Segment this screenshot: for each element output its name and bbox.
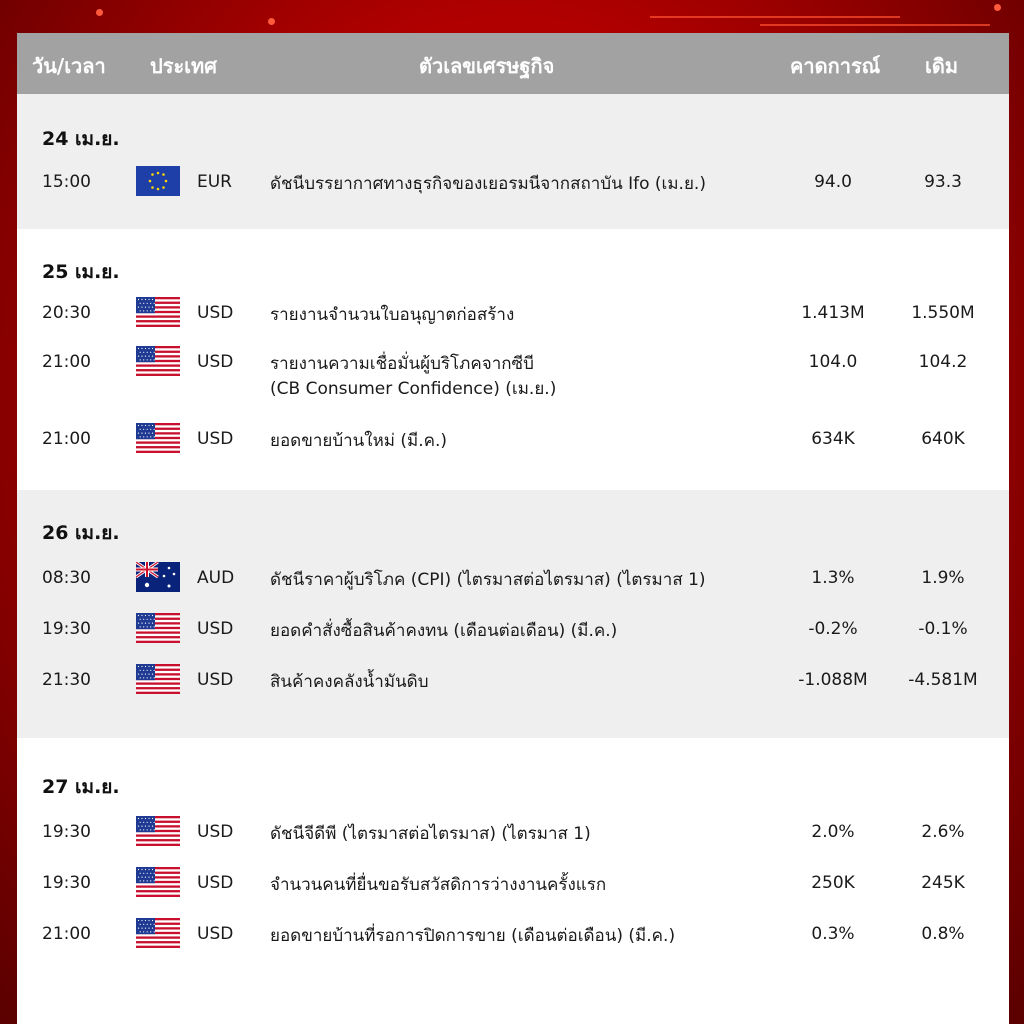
us-flag-icon — [136, 423, 180, 453]
row-currency: USD — [197, 873, 234, 893]
row-currency: USD — [197, 822, 234, 842]
row-time: 21:00 — [42, 924, 91, 944]
row-indicator: ยอดขายบ้านใหม่ (มี.ค.) — [270, 431, 448, 451]
row-time: 08:30 — [42, 568, 91, 588]
row-currency: AUD — [197, 568, 235, 588]
table-row — [17, 873, 1009, 923]
decorative-dot — [268, 18, 275, 25]
us-flag-icon — [136, 297, 180, 327]
table-row — [17, 429, 1009, 479]
row-time: 20:30 — [42, 303, 91, 323]
us-flag-icon — [136, 918, 180, 948]
column-header-previous: เดิม — [925, 54, 959, 78]
section-date: 25 เม.ย. — [42, 261, 120, 283]
row-indicator: สินค้าคงคลังน้ำมันดิบ — [270, 672, 429, 692]
column-header-country: ประเทศ — [150, 54, 217, 78]
date-section — [17, 94, 1009, 229]
row-forecast: 2.0% — [811, 822, 855, 842]
column-header-date-time: วัน/เวลา — [32, 54, 106, 78]
table-row — [17, 822, 1009, 872]
us-flag-icon — [136, 664, 180, 694]
table-row — [17, 568, 1009, 618]
row-forecast: 1.3% — [811, 568, 855, 588]
column-header-indicator: ตัวเลขเศรษฐกิจ — [419, 54, 555, 78]
row-currency: USD — [197, 352, 234, 372]
table-row — [17, 619, 1009, 669]
row-currency: USD — [197, 924, 234, 944]
row-previous: 2.6% — [921, 822, 965, 842]
row-forecast: 634K — [811, 429, 855, 449]
row-indicator: ยอดขายบ้านที่รอการปิดการขาย (เดือนต่อเดือน) (มี.ค.) — [270, 926, 676, 946]
row-currency: USD — [197, 429, 234, 449]
decorative-dot — [96, 9, 103, 16]
row-previous: 0.8% — [921, 924, 965, 944]
section-date: 26 เม.ย. — [42, 522, 120, 544]
table-header — [17, 33, 1009, 94]
row-previous: 93.3 — [924, 172, 962, 192]
row-forecast: 1.413M — [801, 303, 865, 323]
us-flag-icon — [136, 346, 180, 376]
row-previous: -4.581M — [908, 670, 978, 690]
date-section — [17, 490, 1009, 738]
row-time: 21:30 — [42, 670, 91, 690]
economic-calendar-table — [17, 33, 1009, 1024]
section-date: 24 เม.ย. — [42, 128, 120, 150]
row-time: 19:30 — [42, 619, 91, 639]
us-flag-icon — [136, 816, 180, 846]
row-time: 19:30 — [42, 873, 91, 893]
table-row — [17, 352, 1009, 402]
us-flag-icon — [136, 613, 180, 643]
decorative-dot — [994, 4, 1001, 11]
row-indicator: จำนวนคนที่ยื่นขอรับสวัสดิการว่างงานครั้งแรก — [270, 875, 607, 895]
date-section — [17, 738, 1009, 1024]
row-indicator: ดัชนีจีดีพี (ไตรมาสต่อไตรมาส) (ไตรมาส 1) — [270, 824, 591, 844]
decorative-line — [650, 16, 900, 18]
section-date: 27 เม.ย. — [42, 776, 120, 798]
row-forecast: 0.3% — [811, 924, 855, 944]
row-indicator: ดัชนีบรรยากาศทางธุรกิจของเยอรมนีจากสถาบัน Ifo (เม.ย.) — [270, 174, 706, 194]
row-indicator: ดัชนีราคาผู้บริโภค (CPI) (ไตรมาสต่อไตรมาส) (ไตรมาส 1) — [270, 570, 706, 590]
row-previous: -0.1% — [918, 619, 968, 639]
row-forecast: 250K — [811, 873, 855, 893]
row-forecast: 104.0 — [808, 352, 858, 372]
row-indicator-line-1: รายงานความเชื่อมั่นผู้บริโภคจากซีบี — [270, 354, 534, 374]
row-currency: EUR — [197, 172, 232, 192]
row-previous: 640K — [921, 429, 965, 449]
table-row — [17, 172, 1009, 222]
column-header-forecast: คาดการณ์ — [790, 54, 881, 78]
table-row — [17, 924, 1009, 974]
row-previous: 1.9% — [921, 568, 965, 588]
eu-flag-icon — [136, 166, 180, 196]
row-indicator: รายงานจำนวนใบอนุญาตก่อสร้าง — [270, 305, 515, 325]
row-indicator-line-2: (CB Consumer Confidence) (เม.ย.) — [270, 379, 557, 399]
row-time: 21:00 — [42, 429, 91, 449]
table-row — [17, 670, 1009, 720]
row-indicator — [270, 352, 556, 402]
row-currency: USD — [197, 303, 234, 323]
row-previous: 104.2 — [918, 352, 968, 372]
date-section — [17, 229, 1009, 490]
row-forecast: -0.2% — [808, 619, 858, 639]
row-previous: 1.550M — [911, 303, 975, 323]
row-indicator: ยอดคำสั่งซื้อสินค้าคงทน (เดือนต่อเดือน) (มี.ค.) — [270, 621, 618, 641]
row-previous: 245K — [921, 873, 965, 893]
row-time: 21:00 — [42, 352, 91, 372]
us-flag-icon — [136, 867, 180, 897]
row-time: 15:00 — [42, 172, 91, 192]
au-flag-icon — [136, 562, 180, 592]
row-forecast: 94.0 — [814, 172, 852, 192]
row-forecast: -1.088M — [798, 670, 868, 690]
row-time: 19:30 — [42, 822, 91, 842]
row-currency: USD — [197, 670, 234, 690]
decorative-line — [760, 24, 990, 26]
row-currency: USD — [197, 619, 234, 639]
